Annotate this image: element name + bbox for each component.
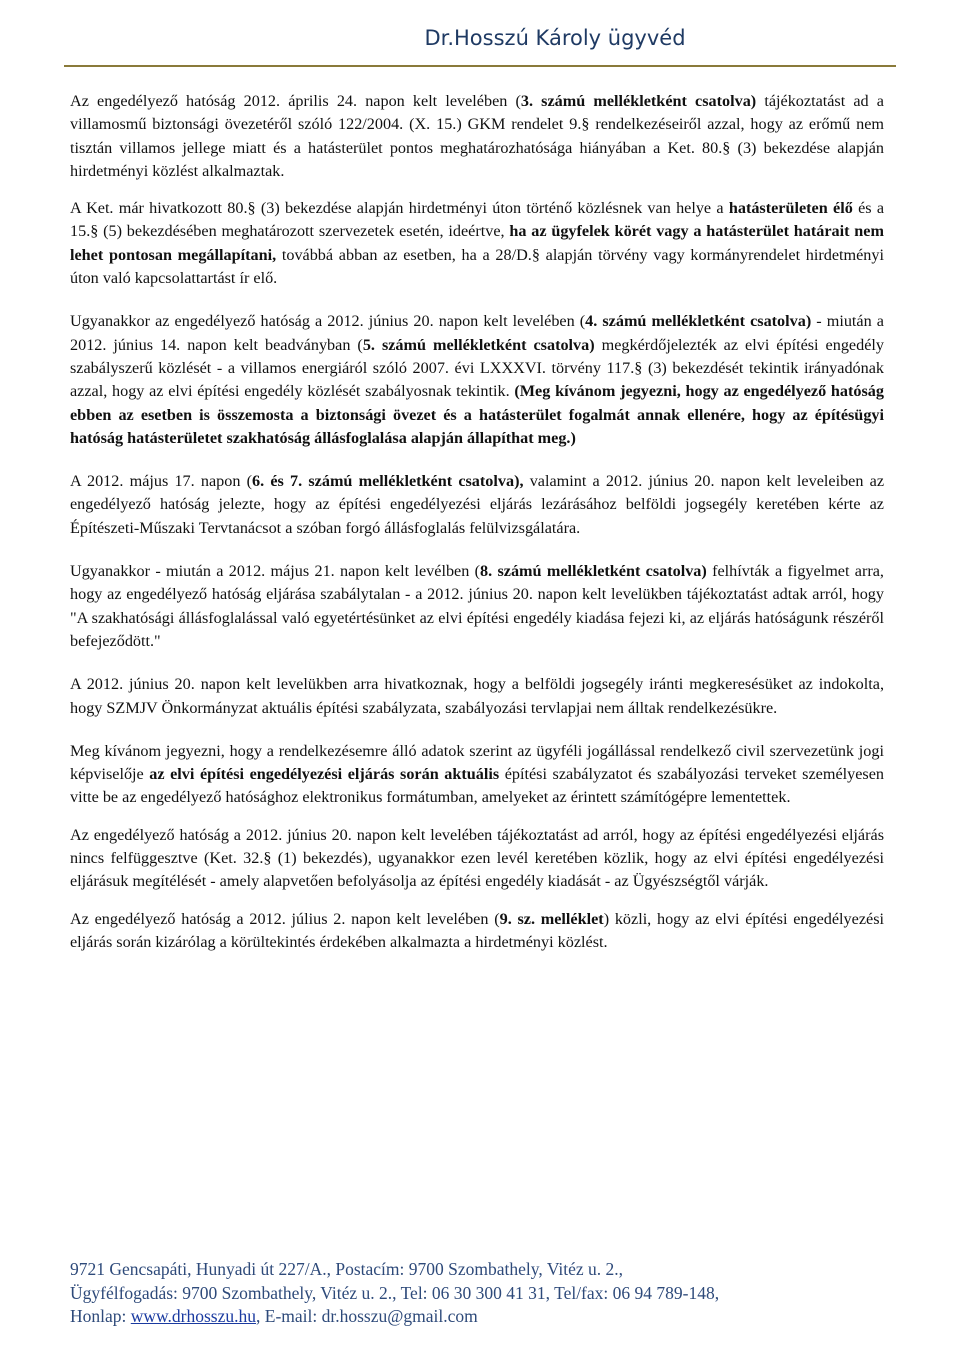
text: A 2012. május 17. napon (: [70, 472, 253, 491]
bold-text: 4. számú mellékletként csatolva): [585, 312, 812, 331]
text: továbbá abban az esetben, ha a 28/D.§ alapján törvény vagy kormányrendelet hirdetményi úton való kapcsolattartást ír elő.: [70, 245, 884, 288]
bold-text: 9. sz. melléklet: [499, 909, 604, 928]
bold-text: 8. számú mellékletként csatolva): [480, 562, 707, 581]
text: felhívták a figyelmet arra, hogy az engedélyező hatóság eljárása szabálytalan - a 2012. június 20. napon kelt levelükben tájékoztatást adtak arról, hogy "A szakhatósági állásfoglalással való egyetértésünket az elvi építési engedély kiadása fejezi ki, az eljárás hatóságunk részéről befejeződött.": [70, 562, 884, 650]
paragraph: [70, 560, 884, 653]
bold-text: (Meg kívánom jegyezni, hogy az engedélyező hatóság ebben az esetben is összemosta a biztonsági övezet és a hatásterület fogalmát annak ellenére, hogy az építésügyi hatóság hatásterületet szakhatóság állásfoglalása alapján állapíthat meg.): [70, 382, 884, 447]
text: valamint a 2012. június 20. napon kelt leveleiben az engedélyező hatóság jelezte, hogy az építési engedélyezési eljárás lezárásához belföldi jogsegély keretében kérte az Építészeti-Műszaki Tervtanácsot a szóban forgó állásfoglalás felülvizsgálatára.: [70, 472, 884, 537]
email-address: dr.hosszu@gmail.com: [321, 1306, 478, 1326]
paragraph: [70, 740, 884, 810]
bold-text: hatásterületen élő: [728, 199, 853, 218]
paragraph: [70, 908, 884, 955]
text: Ugyanakkor - miután a 2012. május 21. napon kelt levélben (: [70, 562, 481, 581]
footer-address: 9721 Gencsapáti, Hunyadi út 227/A., Postacím: 9700 Szombathely, Vitéz u. 2.,: [70, 1259, 624, 1279]
header-title: Dr.Hosszú Károly ügyvéd: [424, 26, 686, 50]
page-footer: [70, 1258, 910, 1329]
footer-email-label: , E-mail:: [256, 1306, 322, 1326]
bold-text: 6. és 7. számú mellékletként csatolva),: [252, 472, 524, 491]
text: A 2012. június 20. napon kelt levelükben arra hivatkoznak, hogy a belföldi jogsegély iránti megkeresésüket az indokolta, hogy SZMJV Önkormányzat aktuális építési szabályzata, szabályozási tervlapjai nem álltak rendelkezésükre.: [70, 675, 884, 717]
paragraph: [70, 310, 884, 450]
text: építési szabályzatot és szabályozási terveket személyesen vitte be az engedélyező hatósághoz elektronikus formátumban, amelyeket az érintett számítógépre lementettek.: [70, 765, 884, 807]
footer-contact: [70, 1305, 910, 1329]
website-link[interactable]: www.drhosszu.hu: [130, 1306, 257, 1326]
text: megkérdőjelezték az elvi építési engedély szabályszerű közlését - a villamos energiáról szóló 2007. évi LXXXVI. törvény 117.§ (3) bekezdését tekintik irányadónak azzal, hogy az elvi építési engedély közlését szabályosnak tekintik.: [70, 335, 884, 401]
text: Az engedélyező hatóság a 2012. július 2. napon kelt levelében (: [70, 909, 500, 928]
paragraph: [70, 824, 884, 894]
text: A Ket. már hivatkozott 80.§ (3) bekezdése alapján hirdetményi úton történő közlésnek van helye a: [70, 199, 729, 218]
paragraph: [70, 673, 884, 720]
text: ) közli, hogy az elvi építési engedélyezési eljárás során kizárólag a körültekintés érdekében alkalmazta a hirdetményi közlést.: [70, 909, 884, 951]
text: Az engedélyező hatóság 2012. április 24. napon kelt levelében (: [70, 92, 521, 110]
bold-text: az elvi építési engedélyezési eljárás során aktuális: [149, 765, 500, 784]
text: és a 15.§ (5) bekezdésében meghatározott szervezetek esetén, ideértve,: [70, 199, 884, 241]
paragraph: [70, 90, 884, 183]
text: Az engedélyező hatóság a 2012. június 20. napon kelt levelében tájékoztatást ad arról, hogy az építési engedélyezési eljárás nincs felfüggesztve (Ket. 32.§ (1) bekezdés), ugyanakkor ezen levél keretében közlik, hogy az elvi építési engedélyezési eljárásuk megítélését - amely alapvetően befolyásolja az építési engedély kiadását - az Ügyészségtől várják.: [70, 825, 884, 891]
paragraph: [70, 470, 884, 540]
text: - miután a 2012. június 14. napon kelt beadványban (: [70, 312, 884, 354]
text: Meg kívánom jegyezni, hogy a rendelkezésemre álló adatok szerint az ügyféli jogállással rendelkező civil szervezetünk jogi képviselője: [70, 741, 884, 784]
text: tájékoztatást ad a villamosmű biztonsági övezetéről szóló 122/2004. (X. 15.) GKM rendelet 9.§ rendelkezéseiről azzal, hogy az erőmű nem tisztán villamos jellege miatt és a hatásterület pontos meghatározhatósága hiányában a Ket. 80.§ (3) bekezdése alapján hirdetményi közlést alkalmaztak.: [70, 92, 884, 180]
header-divider: [64, 65, 896, 67]
bold-text: ha az ügyfelek körét vagy a hatásterület határait nem lehet pontosan megállapítani,: [70, 222, 884, 264]
footer-website-label: Honlap:: [70, 1306, 131, 1326]
text: Ugyanakkor az engedélyező hatóság a 2012. június 20. napon kelt levelében (: [70, 312, 586, 331]
footer-office-hours: Ügyfélfogadás: 9700 Szombathely, Vitéz u. 2., Tel: 06 30 300 41 31, Tel/fax: 06 94 789-148,: [70, 1282, 720, 1303]
paragraph: [70, 197, 884, 290]
document-body: [70, 90, 884, 974]
bold-text: 5. számú mellékletként csatolva): [362, 335, 595, 354]
bold-text: 3. számú mellékletként csatolva): [520, 92, 757, 110]
page-header: [0, 26, 960, 50]
